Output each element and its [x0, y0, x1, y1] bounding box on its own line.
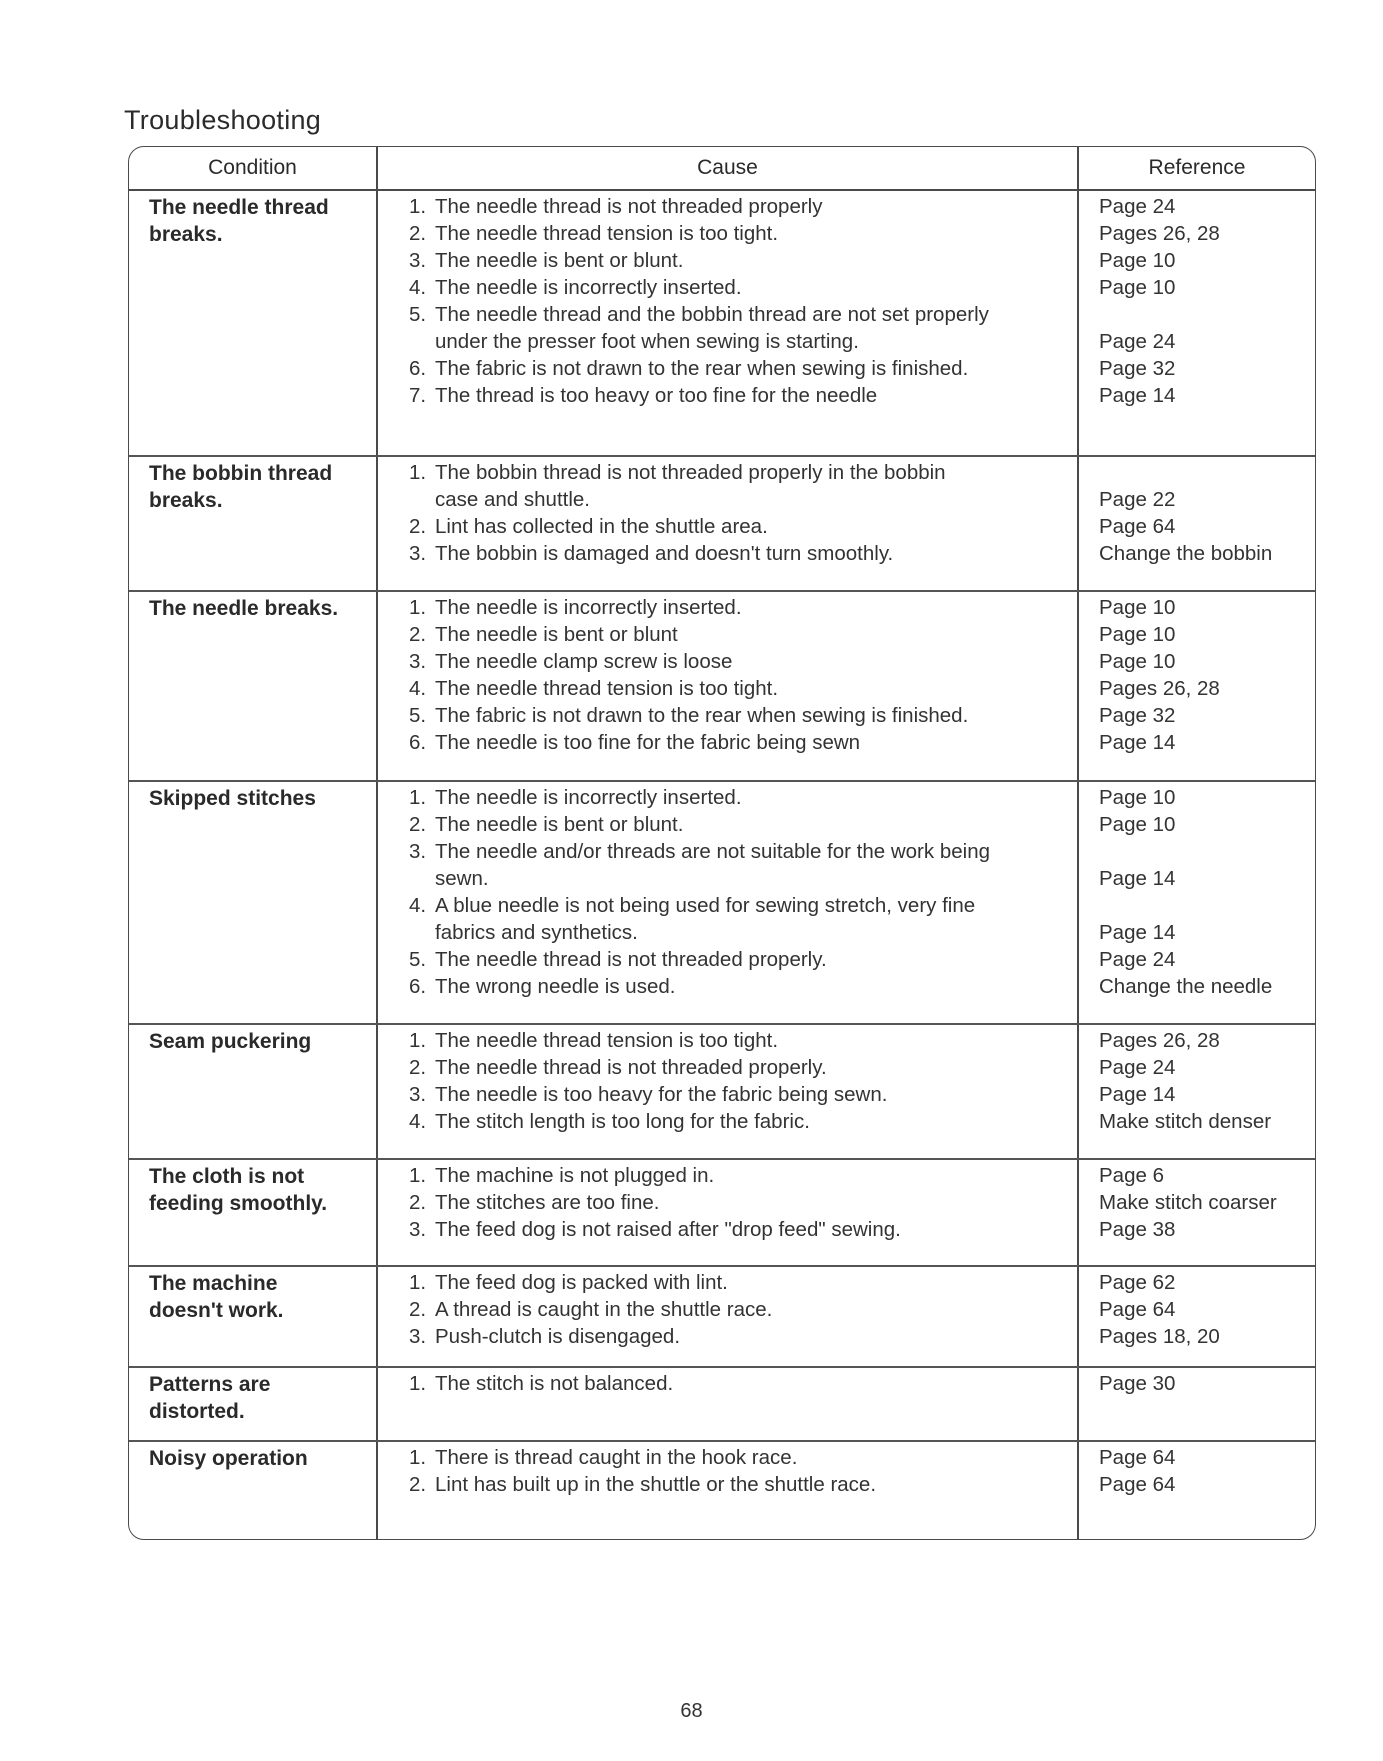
reference-cell	[1099, 594, 1309, 756]
cause-cell	[409, 1370, 1109, 1397]
reference-text: Page 10	[1099, 623, 1176, 646]
cause-text: The needle thread tension is too tight.	[435, 1029, 779, 1052]
cause-text: The needle clamp screw is loose	[435, 650, 733, 673]
cause-number: 6.	[409, 731, 427, 754]
cause-cell	[409, 1269, 1109, 1350]
cause-text: The needle is bent or blunt.	[435, 813, 684, 836]
condition-cell: Skipped stitches	[149, 787, 316, 810]
reference-text: Page 30	[1099, 1372, 1176, 1395]
cause-text: The needle thread is not threaded properly	[435, 195, 823, 218]
cause-number: 2.	[409, 623, 427, 646]
reference-text	[1099, 838, 1309, 865]
reference-text: Change the bobbin	[1099, 542, 1273, 565]
reference-text: Page 32	[1099, 357, 1176, 380]
reference-text: Page 32	[1099, 704, 1176, 727]
reference-text: Page 14	[1099, 921, 1176, 944]
table-row	[129, 1159, 1315, 1265]
cause-number: 3.	[409, 840, 427, 863]
cause-text: The needle is too fine for the fabric being sewn	[435, 731, 861, 754]
cause-text: The fabric is not drawn to the rear when sewing is finished.	[435, 357, 969, 380]
header-cause: Cause	[697, 156, 758, 179]
reference-cell	[1099, 459, 1309, 567]
cause-text: The needle is bent or blunt	[435, 623, 678, 646]
reference-text: Page 38	[1099, 1218, 1176, 1241]
reference-text: Page 14	[1099, 1083, 1176, 1106]
cause-cell	[409, 1444, 1109, 1498]
reference-text: Page 64	[1099, 1446, 1176, 1469]
cause-text: case and shuttle.	[435, 488, 590, 511]
cause-cell	[409, 1027, 1109, 1135]
cause-text: The wrong needle is used.	[435, 975, 676, 998]
cause-text: The stitch is not balanced.	[435, 1372, 674, 1395]
cause-text: The needle is incorrectly inserted.	[435, 276, 742, 299]
reference-text: Page 10	[1099, 276, 1176, 299]
cause-text: The feed dog is packed with lint.	[435, 1271, 728, 1294]
reference-text: Page 10	[1099, 813, 1176, 836]
reference-text: Page 24	[1099, 1056, 1176, 1079]
cause-number: 1.	[409, 596, 427, 619]
troubleshooting-table	[128, 146, 1316, 1540]
cause-number: 4.	[409, 677, 427, 700]
reference-text: Pages 26, 28	[1099, 677, 1220, 700]
cause-number: 1.	[409, 461, 427, 484]
cause-number: 2.	[409, 1298, 427, 1321]
reference-text: Page 62	[1099, 1271, 1176, 1294]
cause-number: 7.	[409, 384, 427, 407]
cause-text: The thread is too heavy or too fine for the needle	[435, 384, 878, 407]
reference-text: Page 10	[1099, 786, 1176, 809]
header-condition: Condition	[208, 156, 297, 179]
table-row	[129, 1266, 1315, 1366]
cause-text: A thread is caught in the shuttle race.	[435, 1298, 773, 1321]
reference-cell	[1099, 1444, 1309, 1498]
cause-number: 2.	[409, 1056, 427, 1079]
reference-text: Make stitch coarser	[1099, 1191, 1277, 1214]
cause-cell	[409, 193, 1109, 409]
cause-number: 1.	[409, 786, 427, 809]
cause-text: The feed dog is not raised after "drop feed" sewing.	[435, 1218, 901, 1241]
reference-cell	[1099, 1162, 1309, 1243]
reference-text	[1099, 459, 1309, 486]
cause-text: The bobbin is damaged and doesn't turn smoothly.	[435, 542, 894, 565]
cause-number: 1.	[409, 1446, 427, 1469]
cause-number: 2.	[409, 1473, 427, 1496]
table-row	[129, 1367, 1315, 1440]
reference-text: Page 6	[1099, 1164, 1164, 1187]
cause-text: The bobbin thread is not threaded properly in the bobbin	[435, 461, 946, 484]
cause-cell	[409, 784, 1109, 1000]
cause-text: The fabric is not drawn to the rear when sewing is finished.	[435, 704, 969, 727]
cause-cell	[409, 459, 1109, 567]
cause-text: sewn.	[435, 867, 489, 890]
condition-cell: The bobbin thread breaks.	[149, 462, 333, 512]
cause-text: The needle thread tension is too tight.	[435, 677, 779, 700]
table-row	[129, 1024, 1315, 1158]
reference-text: Page 10	[1099, 249, 1176, 272]
reference-text: Page 14	[1099, 731, 1176, 754]
condition-cell: The machine doesn't work.	[149, 1272, 284, 1322]
cause-number: 1.	[409, 1372, 427, 1395]
cause-number: 3.	[409, 650, 427, 673]
reference-text: Page 64	[1099, 1473, 1176, 1496]
cause-number: 4.	[409, 894, 427, 917]
table-row	[129, 456, 1315, 590]
cause-text: The machine is not plugged in.	[435, 1164, 715, 1187]
cause-text: Lint has collected in the shuttle area.	[435, 515, 768, 538]
cause-text: The needle is too heavy for the fabric being sewn.	[435, 1083, 888, 1106]
cause-number: 3.	[409, 1218, 427, 1241]
cause-number: 3.	[409, 1083, 427, 1106]
cause-text: The needle thread and the bobbin thread are not set properly	[435, 303, 989, 326]
cause-number: 5.	[409, 303, 427, 326]
reference-text: Page 24	[1099, 195, 1176, 218]
cause-number: 6.	[409, 357, 427, 380]
cause-text: The needle is incorrectly inserted.	[435, 596, 742, 619]
cause-text: The needle thread tension is too tight.	[435, 222, 779, 245]
cause-text: under the presser foot when sewing is starting.	[435, 330, 859, 353]
condition-cell: Noisy operation	[149, 1447, 308, 1470]
condition-cell: The needle thread breaks.	[149, 196, 329, 246]
reference-text: Page 22	[1099, 488, 1176, 511]
reference-text: Page 64	[1099, 515, 1176, 538]
reference-text	[1099, 301, 1309, 328]
reference-text: Pages 26, 28	[1099, 1029, 1220, 1052]
reference-text: Page 14	[1099, 384, 1176, 407]
reference-text: Page 10	[1099, 650, 1176, 673]
reference-cell	[1099, 193, 1309, 409]
reference-text	[1099, 892, 1309, 919]
cause-number: 4.	[409, 1110, 427, 1133]
cause-text: The stitches are too fine.	[435, 1191, 660, 1214]
cause-text: Lint has built up in the shuttle or the shuttle race.	[435, 1473, 877, 1496]
cause-cell	[409, 594, 1109, 756]
reference-cell	[1099, 1027, 1309, 1135]
cause-text: A blue needle is not being used for sewing stretch, very fine	[435, 894, 976, 917]
table-row	[129, 591, 1315, 780]
condition-cell: Patterns are distorted.	[149, 1373, 271, 1423]
page-title: Troubleshooting	[124, 105, 322, 135]
cause-number: 5.	[409, 704, 427, 727]
header-reference: Reference	[1148, 156, 1246, 179]
cause-text: The stitch length is too long for the fabric.	[435, 1110, 810, 1133]
cause-text: The needle is bent or blunt.	[435, 249, 684, 272]
cause-number: 3.	[409, 542, 427, 565]
cause-text: There is thread caught in the hook race.	[435, 1446, 798, 1469]
reference-text: Page 14	[1099, 867, 1176, 890]
cause-text: fabrics and synthetics.	[435, 921, 638, 944]
cause-number: 2.	[409, 222, 427, 245]
cause-number: 2.	[409, 813, 427, 836]
cause-number: 3.	[409, 1325, 427, 1348]
reference-cell	[1099, 1370, 1309, 1397]
page-number: 68	[680, 1700, 703, 1722]
cause-text: The needle is incorrectly inserted.	[435, 786, 742, 809]
cause-number: 3.	[409, 249, 427, 272]
cause-number: 2.	[409, 1191, 427, 1214]
table-row	[129, 190, 1315, 455]
reference-text: Pages 26, 28	[1099, 222, 1220, 245]
reference-text: Page 24	[1099, 330, 1176, 353]
reference-text: Page 24	[1099, 948, 1176, 971]
condition-cell: The needle breaks.	[149, 597, 339, 620]
condition-cell: Seam puckering	[149, 1030, 312, 1053]
reference-text: Make stitch denser	[1099, 1110, 1272, 1133]
cause-cell	[409, 1162, 1109, 1243]
cause-number: 1.	[409, 1271, 427, 1294]
cause-number: 2.	[409, 515, 427, 538]
cause-text: The needle thread is not threaded properly.	[435, 948, 827, 971]
cause-number: 4.	[409, 276, 427, 299]
cause-number: 5.	[409, 948, 427, 971]
cause-number: 6.	[409, 975, 427, 998]
condition-cell: The cloth is not feeding smoothly.	[149, 1165, 328, 1215]
reference-text: Pages 18, 20	[1099, 1325, 1220, 1348]
reference-text: Page 64	[1099, 1298, 1176, 1321]
cause-text: The needle thread is not threaded properly.	[435, 1056, 827, 1079]
cause-number: 1.	[409, 1029, 427, 1052]
table-row	[129, 781, 1315, 1023]
reference-cell	[1099, 784, 1309, 1000]
reference-text: Change the needle	[1099, 975, 1273, 998]
cause-number: 1.	[409, 1164, 427, 1187]
reference-text: Page 10	[1099, 596, 1176, 619]
cause-text: The needle and/or threads are not suitable for the work being	[435, 840, 990, 863]
reference-cell	[1099, 1269, 1309, 1350]
cause-text: Push-clutch is disengaged.	[435, 1325, 681, 1348]
cause-number: 1.	[409, 195, 427, 218]
table-row	[129, 1441, 1315, 1540]
